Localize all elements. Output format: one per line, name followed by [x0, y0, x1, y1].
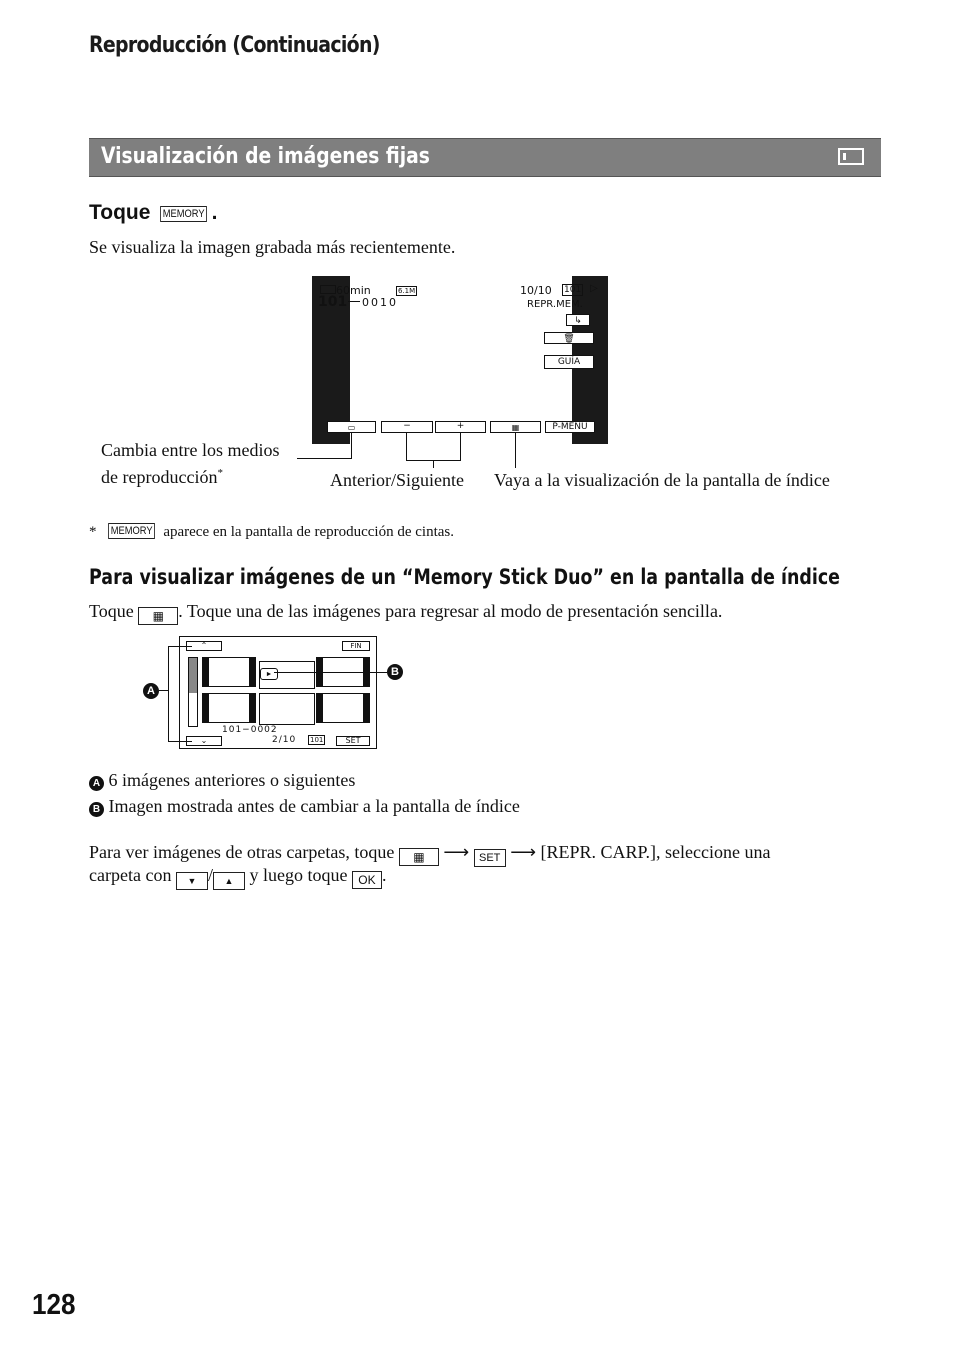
section-bar — [89, 138, 881, 177]
index-grid-icon: ▦ — [399, 848, 439, 866]
marker-b: B — [387, 664, 403, 680]
battery-icon — [320, 285, 336, 294]
footnote-text: aparece en la pantalla de reproducción de cintas. — [163, 524, 454, 540]
file-number: 0010 — [362, 296, 398, 309]
set-key: SET — [474, 849, 506, 867]
ok-key: OK — [352, 871, 382, 889]
callout-line — [433, 460, 434, 468]
still-image-icon — [838, 148, 864, 165]
step-label: Toque — [89, 201, 151, 224]
legend-text: 6 imágenes anteriores o siguientes — [108, 770, 356, 790]
text: Para ver imágenes de otras carpetas, toque — [89, 842, 395, 862]
marker-b: B — [89, 802, 104, 817]
trash-icon: 🗑 — [563, 334, 575, 344]
rotate-button[interactable] — [566, 314, 590, 326]
callout-text: de reproducción — [101, 467, 218, 487]
double-down-arrow-icon: ⌄ — [200, 736, 208, 745]
index-folder: 101 — [310, 736, 324, 744]
up-arrow-icon: ▲ — [213, 872, 245, 890]
subsection-text — [89, 600, 722, 625]
set-button[interactable]: SET — [336, 736, 370, 746]
page-number: 128 — [32, 1289, 76, 1321]
page-header: Reproducción (Continuación) — [89, 33, 380, 58]
return-arrow-icon: ↳ — [574, 316, 582, 326]
legend-b — [89, 795, 520, 818]
footnote — [89, 523, 454, 541]
previous-button[interactable]: − — [381, 421, 433, 433]
step-period: . — [211, 201, 218, 224]
image-counter: 10/10 — [520, 284, 552, 297]
text: . — [381, 865, 387, 885]
callout-line — [515, 432, 516, 468]
play-marker-icon: ► — [260, 668, 278, 680]
bracket-line — [168, 646, 169, 742]
callout-index: Vaya a la visualización de la pantalla de índice — [494, 470, 830, 490]
index-screen — [179, 636, 377, 749]
callout-line — [406, 432, 407, 460]
marker-a: A — [89, 776, 104, 791]
down-arrow-icon: ▼ — [176, 872, 208, 890]
thumbnail-current[interactable] — [259, 661, 315, 689]
pmenu-button[interactable]: P-MENU — [545, 421, 595, 433]
text: . Toque una de las imágenes para regresar al modo de presentación sencilla. — [178, 601, 723, 621]
callout-text: Cambia entre los medios — [101, 440, 280, 460]
step-heading — [89, 201, 217, 225]
index-grid-icon: ▦ — [511, 423, 520, 432]
bracket-line — [159, 690, 169, 691]
memory-key: MEMORY — [160, 206, 207, 222]
marker-a: A — [143, 683, 159, 699]
mode-indicator: REPR.MEM. — [527, 299, 583, 310]
thumbnail[interactable] — [316, 693, 370, 723]
callout-line — [460, 432, 461, 460]
callout-prev-next: Anterior/Siguiente — [330, 470, 464, 490]
index-file-number: 101−0002 — [222, 725, 278, 735]
text: carpeta con — [89, 865, 172, 885]
text: y luego toque — [249, 865, 348, 885]
text: Toque — [89, 601, 134, 621]
text: [REPR. CARP.], seleccione una — [540, 842, 771, 862]
footnote-star: * — [89, 524, 97, 540]
file-dash — [348, 301, 360, 302]
index-counter: 2/10 — [272, 735, 297, 745]
thumbnail[interactable] — [259, 693, 315, 725]
double-up-arrow-icon: ⌃ — [200, 641, 208, 650]
next-arrow-icon[interactable]: ▷ — [590, 283, 598, 294]
callout-media-switch — [101, 439, 279, 489]
legend-text: Imagen mostrada antes de cambiar a la pantalla de índice — [108, 796, 520, 816]
subsection-title: Para visualizar imágenes de un “Memory Stick Duo” en la pantalla de índice — [89, 565, 841, 589]
thumbnail[interactable] — [202, 693, 256, 723]
callout-line — [297, 458, 352, 459]
tape-icon: ▭ — [347, 423, 356, 432]
legend-a — [89, 769, 355, 792]
thumbnail[interactable] — [202, 657, 256, 687]
memory-key: MEMORY — [108, 523, 155, 539]
scroll-bar[interactable] — [188, 657, 198, 727]
section-title: Visualización de imágenes fijas — [101, 144, 430, 169]
text: / — [207, 865, 213, 885]
battery-text: 60min — [336, 284, 371, 297]
footnote-marker: * — [217, 467, 223, 479]
scroll-thumb[interactable] — [189, 658, 197, 693]
folder-indicator: 101 — [564, 285, 582, 295]
folders-line-2 — [89, 864, 386, 890]
bracket-line — [168, 741, 192, 742]
lcd-screen — [312, 276, 608, 444]
callout-line — [351, 432, 352, 458]
arrow-right-icon: ⟶ — [510, 842, 536, 862]
delete-button[interactable] — [544, 332, 594, 344]
next-button[interactable]: + — [435, 421, 486, 433]
step-description: Se visualiza la imagen grabada más recientemente. — [89, 237, 456, 257]
file-folder: 101 — [318, 294, 348, 310]
guide-button[interactable]: GUÍA — [544, 355, 594, 369]
index-grid-icon: ▦ — [138, 607, 178, 625]
fin-button[interactable]: FIN — [342, 641, 370, 651]
image-size: 6.1M — [398, 287, 416, 295]
arrow-right-icon: ⟶ — [443, 842, 470, 862]
callout-line — [274, 672, 387, 673]
bracket-line — [168, 646, 192, 647]
